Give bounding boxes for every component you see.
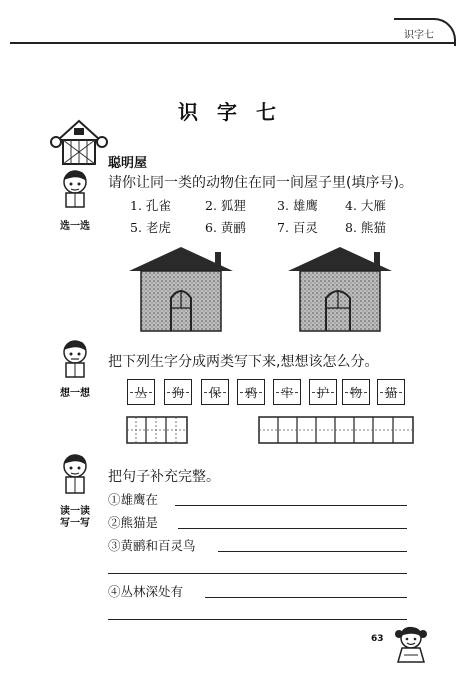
sentence-3: ③黄鹂和百灵鸟 xyxy=(108,538,196,553)
answer-line-2[interactable] xyxy=(178,528,407,529)
animal-8: 8. 熊猫 xyxy=(345,220,386,235)
char-box-8: 猫 xyxy=(377,379,405,405)
answer-line-3[interactable] xyxy=(218,551,407,552)
animal-6: 6. 黄鹂 xyxy=(205,220,246,235)
answer-line-1[interactable] xyxy=(175,505,407,506)
boy-reading-icon xyxy=(58,452,92,500)
char-box-2: 狗 xyxy=(164,379,192,405)
activity3-instruction: 把句子补充完整。 xyxy=(108,469,220,485)
smart-house-icon xyxy=(50,118,108,168)
header-rule xyxy=(10,42,455,44)
page-number: 63 xyxy=(371,634,384,644)
activity1-label: 选一选 xyxy=(60,221,90,232)
answer-line-4b[interactable] xyxy=(108,619,407,620)
section-label: 聪明屋 xyxy=(108,156,148,171)
activity2-instruction: 把下列生字分成两类写下来,想想该怎么分。 xyxy=(108,354,379,370)
char-box-3: 保 xyxy=(201,379,229,405)
page-title: 识 字 七 xyxy=(178,100,282,124)
activity1-instruction: 请你让同一类的动物住在同一间屋子里(填序号)。 xyxy=(108,175,413,191)
char-box-7: 物 xyxy=(342,379,370,405)
header-section-title: 识字七 xyxy=(404,30,434,41)
char-box-5: 牢 xyxy=(273,379,301,405)
animal-1: 1. 孔雀 xyxy=(130,198,171,213)
girl-mascot-icon xyxy=(392,624,430,664)
animal-3: 3. 雄鹰 xyxy=(277,198,318,213)
char-box-6: 护 xyxy=(309,379,337,405)
sentence-2: ②熊猫是 xyxy=(108,515,159,530)
answer-grid-left[interactable] xyxy=(126,416,188,444)
animal-5: 5. 老虎 xyxy=(130,220,171,235)
boy-icon xyxy=(58,168,92,212)
activity3-label-line2: 写一写 xyxy=(60,518,90,529)
char-box-4: 鸦 xyxy=(237,379,265,405)
char-box-1: 丛 xyxy=(127,379,155,405)
answer-line-4[interactable] xyxy=(205,597,407,598)
activity3-label-line1: 读一读 xyxy=(60,506,90,517)
animal-4: 4. 大雁 xyxy=(345,198,386,213)
sentence-1: ①雄鹰在 xyxy=(108,492,159,507)
animal-2: 2. 狐狸 xyxy=(205,198,246,213)
answer-grid-right[interactable] xyxy=(258,416,414,444)
answer-line-3b[interactable] xyxy=(108,573,407,574)
activity2-label: 想一想 xyxy=(60,388,90,399)
boy-thinking-icon xyxy=(58,338,92,382)
house-right[interactable] xyxy=(284,244,396,334)
house-left[interactable] xyxy=(125,244,237,334)
animal-7: 7. 百灵 xyxy=(277,220,318,235)
sentence-4: ④丛林深处有 xyxy=(108,584,184,599)
